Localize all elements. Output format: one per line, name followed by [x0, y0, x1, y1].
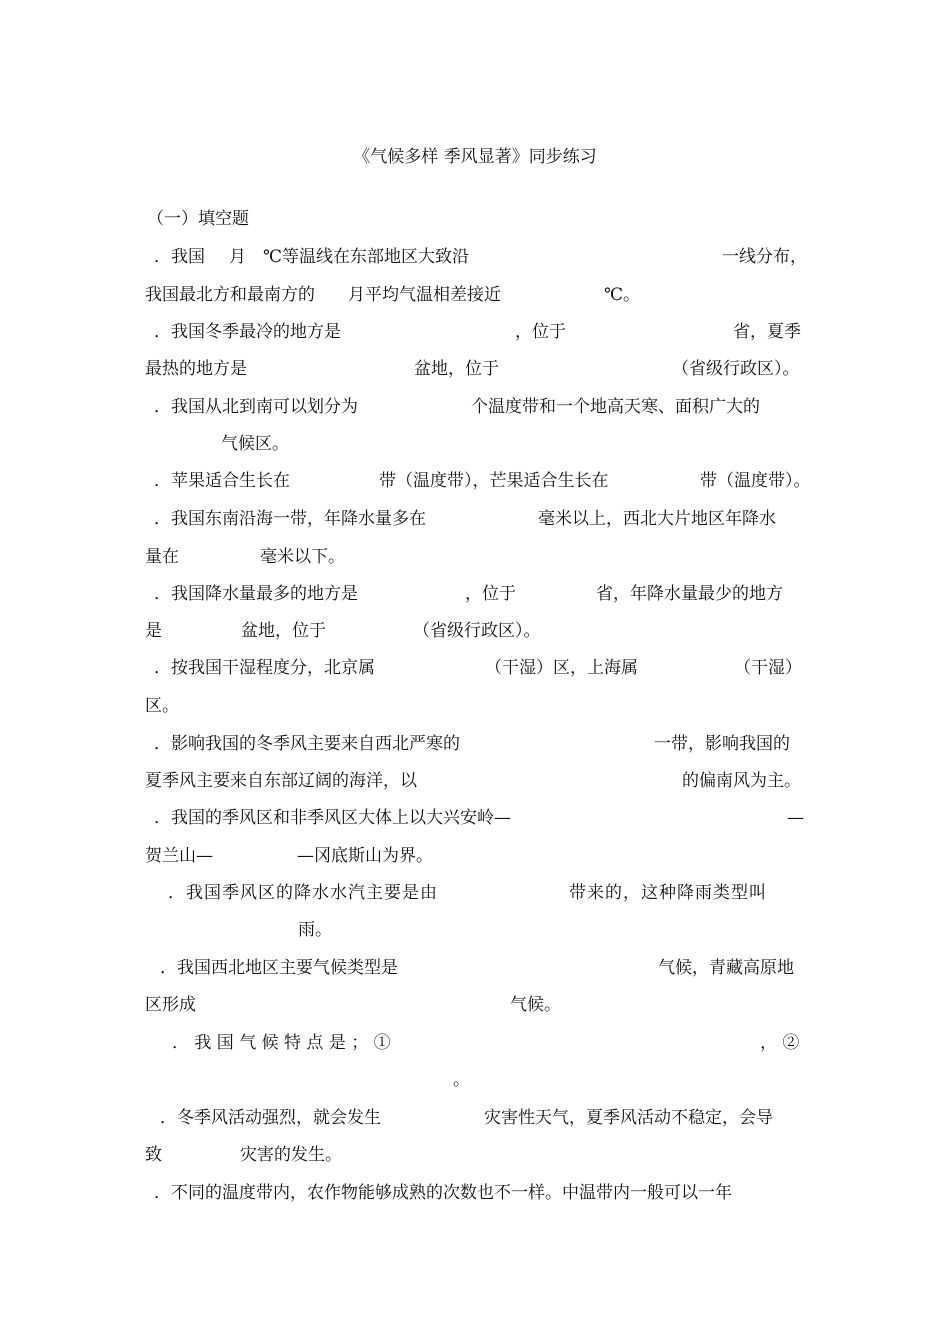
q3-text-b: 个温度带和一个地高天寒、面积广大的 — [471, 397, 760, 417]
q5-text-b: 毫米以上，西北大片地区年降水 — [538, 509, 776, 529]
document-title: 《气候多样 季风显著》同步练习 — [353, 147, 597, 167]
q11-text-a: ．我国西北地区主要气候类型是 — [160, 958, 398, 978]
q6-text-e: 盆地，位于 — [241, 621, 326, 641]
q11-text-d: 气候。 — [510, 995, 561, 1015]
q13-text-c: 致 — [145, 1145, 162, 1165]
q5-text-d: 毫米以下。 — [260, 547, 345, 567]
q6-text-d: 是 — [145, 621, 162, 641]
q7-text-c: （干湿） — [734, 658, 802, 678]
q10-text-c: 雨。 — [298, 920, 332, 940]
q1-text-b: 月 — [229, 247, 246, 267]
q2-text-d: 最热的地方是 — [145, 359, 247, 379]
q1-text-a: ．我国 — [154, 247, 205, 267]
q1-text-d: 一线分布， — [722, 247, 807, 267]
q2-text-b: ，位于 — [515, 322, 566, 342]
q1-text-c: ℃等温线在东部地区大致沿 — [263, 247, 470, 267]
q6-text-c: 省，年降水量最少的地方 — [596, 584, 783, 604]
q7-text-a: ．按我国干湿程度分，北京属 — [154, 658, 375, 678]
q4-text-a: ．苹果适合生长在 — [154, 471, 290, 491]
q2-text-f: （省级行政区）。 — [672, 359, 800, 379]
q12-text-b: ， ② — [760, 1033, 800, 1053]
q6-text-a: ．我国降水量最多的地方是 — [154, 584, 358, 604]
q4-text-b: 带（温度带），芒果适合生长在 — [379, 471, 609, 491]
q6-text-b: ，位于 — [465, 584, 516, 604]
q9-text-d: —冈底斯山为界。 — [297, 846, 433, 866]
q9-text-c: 贺兰山— — [145, 846, 213, 866]
q9-text-a: ．我国的季风区和非季风区大体上以大兴安岭— — [154, 808, 511, 828]
q2-text-a: ．我国冬季最冷的地方是 — [154, 322, 341, 342]
q11-text-c: 区形成 — [145, 995, 196, 1015]
q3-text-c: 气候区。 — [221, 434, 289, 454]
q12-text-a: ． 我 国 气 候 特 点 是 ； ① — [172, 1033, 391, 1053]
q8-text-c: 夏季风主要来自东部辽阔的海洋，以 — [145, 771, 417, 791]
q8-text-a: ．影响我国的冬季风主要来自西北严寒的 — [154, 734, 460, 754]
q1-text-e: 我国最北方和最南方的 — [145, 285, 315, 305]
q5-text-c: 量在 — [145, 547, 179, 567]
q1-text-g: ℃。 — [604, 285, 641, 305]
q5-text-a: ．我国东南沿海一带，年降水量多在 — [154, 509, 426, 529]
q9-text-b: — — [787, 808, 804, 828]
q10-text-a: ．我国季风区的降水水汽主要是由 — [168, 883, 438, 903]
q2-text-c: 省，夏季 — [733, 322, 801, 342]
q1-text-f: 月平均气温相差接近 — [348, 285, 501, 305]
q7-text-d: 区。 — [145, 696, 179, 716]
q12-text-c: 。 — [453, 1070, 470, 1090]
q8-text-d: 的偏南风为主。 — [682, 771, 801, 791]
q3-text-a: ．我国从北到南可以划分为 — [154, 397, 358, 417]
section-heading: （一）填空题 — [147, 209, 249, 229]
q2-text-e: 盆地，位于 — [414, 359, 499, 379]
q14-text-a: ．不同的温度带内，农作物能够成熟的次数也不一样。中温带内一般可以一年 — [154, 1183, 732, 1203]
q8-text-b: 一带，影响我国的 — [654, 734, 790, 754]
q10-text-b: 带来的，这种降雨类型叫 — [569, 883, 767, 903]
q11-text-b: 气候，青藏高原地 — [658, 958, 794, 978]
q13-text-d: 灾害的发生。 — [240, 1145, 342, 1165]
q13-text-a: ．冬季风活动强烈，就会发生 — [160, 1108, 381, 1128]
q7-text-b: （干湿）区，上海属 — [485, 658, 638, 678]
q6-text-f: （省级行政区）。 — [413, 621, 541, 641]
q4-text-c: 带（温度带）。 — [700, 471, 811, 491]
q13-text-b: 灾害性天气，夏季风活动不稳定，会导 — [484, 1108, 773, 1128]
